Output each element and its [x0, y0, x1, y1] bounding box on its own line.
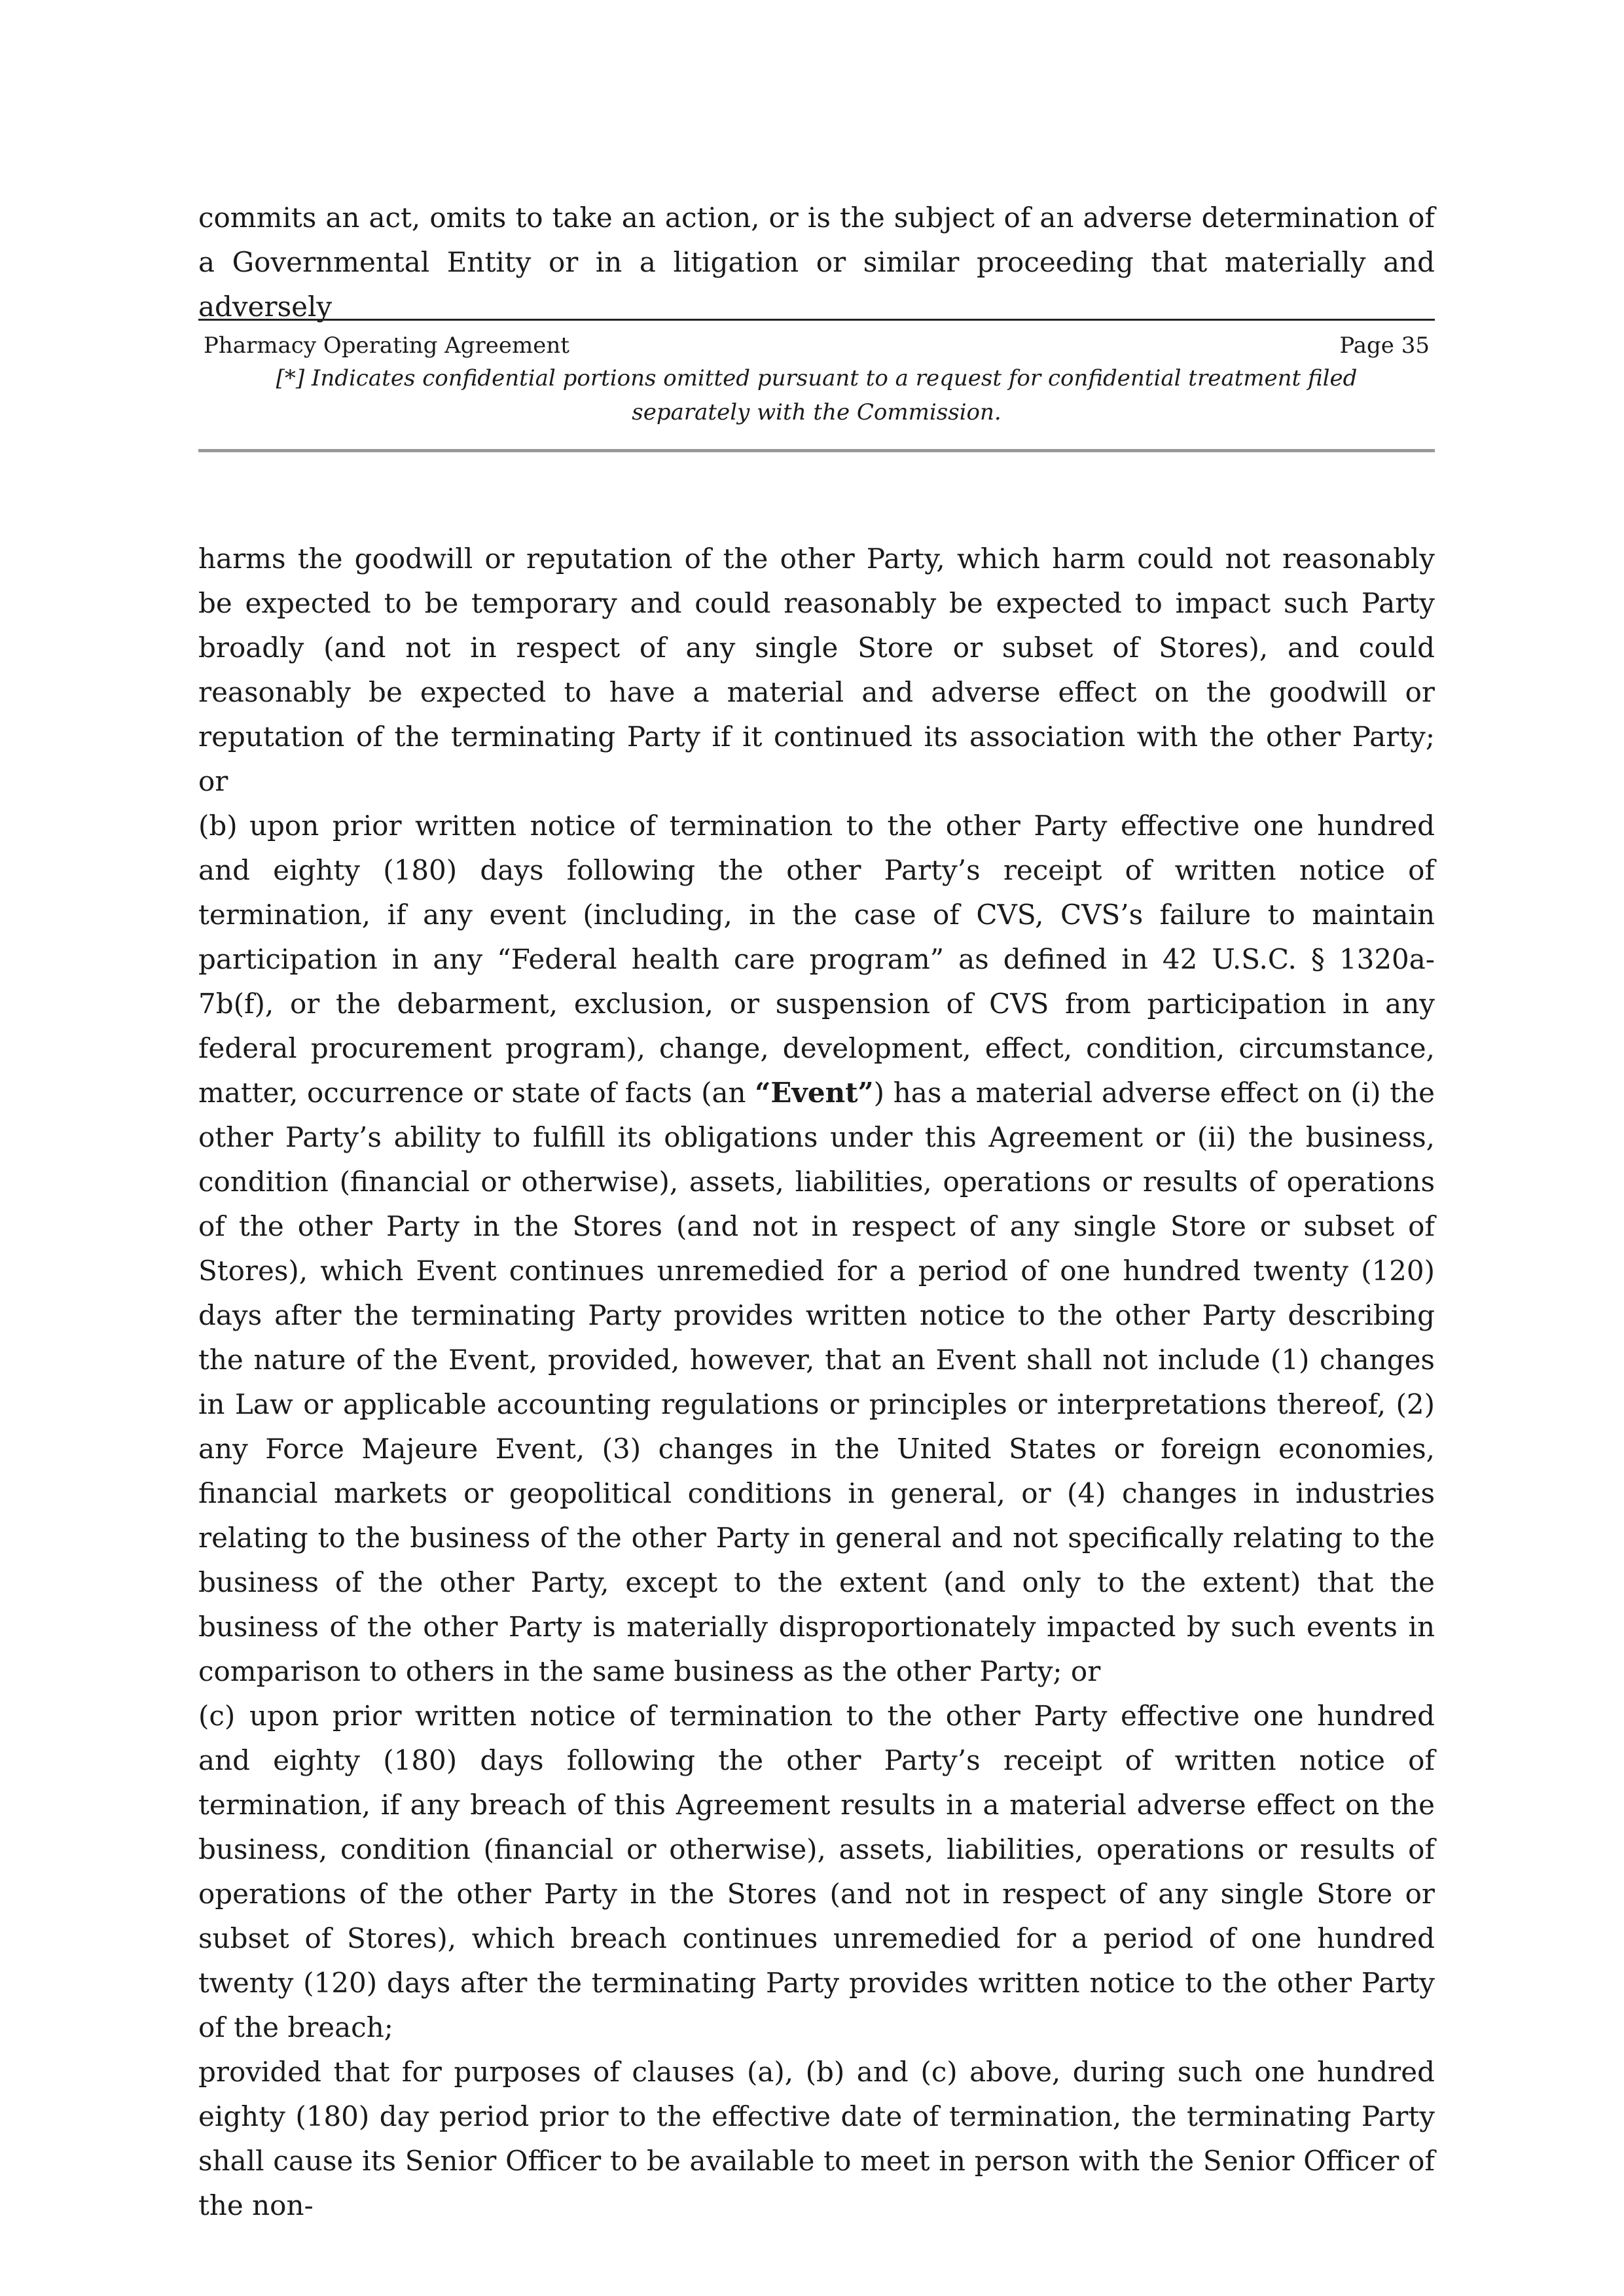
- confidentiality-note-line1: [*] Indicates confidential portions omitted pursuant to a request for confidential treatment filed: [276, 365, 1358, 391]
- footer-document-title: Pharmacy Operating Agreement: [204, 332, 569, 359]
- page-footer: [198, 323, 1435, 441]
- previous-page-text: [198, 196, 1435, 329]
- footer-page-number: Page 35: [1339, 332, 1430, 359]
- clause-b: [198, 804, 1435, 1694]
- page-body: [198, 537, 1435, 2228]
- clause-c-label: (c): [198, 1700, 236, 1732]
- clause-b-text-before: upon prior written notice of termination to the other Party effective one hundred and eighty (180) days following the other Party’s receipt of written notice of termination, if any event (including, in the case of CVS, CVS’s failure to maintain participation in any “Federal health care program” as defined in 42 U.S.C. § 1320a-7b(f), or the debarment, exclusion, or suspension of CVS from participation in any federal procurement program), change, development, effect, condition, circumstance, matter, occurrence or state of facts (an: [198, 810, 1435, 1109]
- clause-b-text-after: ) has a material adverse effect on (i) the other Party’s ability to fulfill its obligations under this Agreement or (ii) the business, condition (financial or otherwise), assets, liabilities, operations or results of operations of the other Party in the Stores (and not in respect of any single Store or subset of Stores), which Event continues unremedied for a period of one hundred twenty (120) days after the terminating Party provides written notice to the other Party describing the nature of the Event, provided, however, that an Event shall not include (1) changes in Law or applicable accounting regulations or principles or interpretations thereof, (2) any Force Majeure Event, (3) changes in the United States or foreign economies, financial markets or geopolitical conditions in general, or (4) changes in industries relating to the business of the other Party in general and not specifically relating to the business of the other Party, except to the extent (and only to the extent) that the business of the other Party is materially disproportionately impacted by such events in comparison to others in the same business as the other Party; or: [198, 1077, 1435, 1687]
- paragraph-carryover: commits an act, omits to take an action, or is the subject of an adverse determination of a Governmental Entity or in a litigation or similar proceeding that materially and adversely: [198, 202, 1435, 323]
- clause-c-text: upon prior written notice of termination to the other Party effective one hundred and eighty (180) days following the other Party’s receipt of written notice of termination, if any breach of this Agreement results in a material adverse effect on the business, condition (financial or otherwise), assets, liabilities, operations or results of operations of the other Party in the Stores (and not in respect of any single Store or subset of Stores), which breach continues unremedied for a period of one hundred twenty (120) days after the terminating Party provides written notice to the other Party of the breach;: [198, 1700, 1435, 2043]
- footer-top-rule: [198, 319, 1435, 321]
- confidentiality-note-line2: separately with the Commission.: [632, 399, 1001, 425]
- page-break-rule: [198, 449, 1435, 452]
- proviso-paragraph: provided that for purposes of clauses (a), (b) and (c) above, during such one hundred eighty (180) day period prior to the effective date of termination, the terminating Party shall cause its Senior Officer to be available to meet in person with the Senior Officer of the non-: [198, 2056, 1435, 2221]
- defined-term-event: “Event”: [755, 1077, 874, 1109]
- clause-b-label: (b): [198, 810, 238, 842]
- paragraph-continuation: harms the goodwill or reputation of the other Party, which harm could not reasonably be expected to be temporary and could reasonably be expected to impact such Party broadly (and not in respect of any single Store or subset of Stores), and could reasonably be expected to have a material and adverse effect on the goodwill or reputation of the terminating Party if it continued its association with the other Party; or: [198, 543, 1435, 797]
- clause-c: [198, 1694, 1435, 2050]
- confidentiality-note: [198, 361, 1435, 429]
